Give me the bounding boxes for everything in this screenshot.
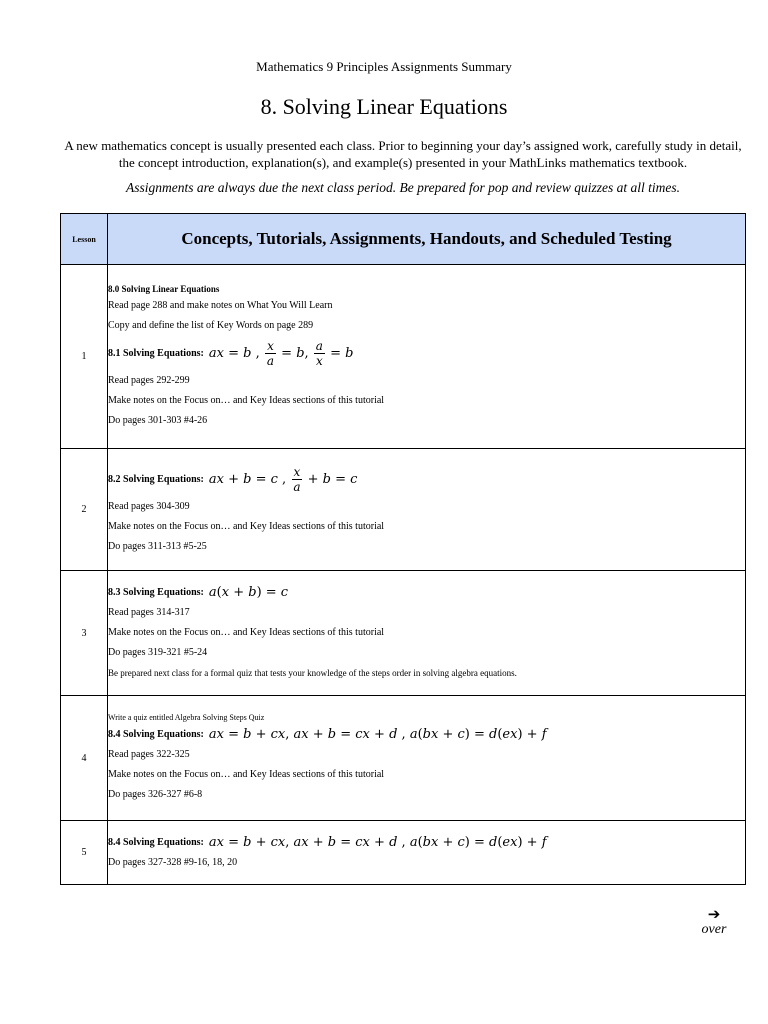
assignment-line: Read pages 304-309 [108, 501, 190, 512]
lesson-content [108, 571, 746, 696]
table-row [61, 449, 746, 571]
lesson-content [108, 821, 746, 885]
table-row [61, 696, 746, 821]
section-label: 8.4 Solving Equations: [108, 836, 204, 848]
lesson-content [108, 696, 746, 821]
lesson-number: 5 [61, 821, 108, 885]
equations: ax = b + cx, ax + b = cx + d , a(bx + c) = d(ex) + f [208, 834, 547, 850]
header-lesson: Lesson [61, 214, 108, 265]
assignment-line: Do pages 319-321 #5-24 [108, 647, 208, 658]
lesson-content [108, 449, 746, 571]
lesson-number: 4 [61, 696, 108, 821]
assignment-line: Do pages 327-328 #9-16, 18, 20 [108, 856, 238, 868]
equations: ax + b = c , $\frac{x}{a}$ + b = c [208, 465, 358, 494]
equations: a(x + b) = c [208, 585, 289, 600]
assignment-line: Make notes on the Focus on… and Key Ideas sections of this tutorial [108, 627, 385, 638]
lesson-content [108, 265, 746, 449]
assignment-line: Read pages 322-325 [108, 749, 190, 760]
equation-line [108, 833, 745, 853]
lesson-number: 3 [61, 571, 108, 696]
assignment-line: Read pages 314-317 [108, 607, 190, 618]
equation-line [108, 336, 745, 371]
assignment-line: Do pages 311-313 #5-25 [108, 541, 207, 552]
intro-paragraph: A new mathematics concept is usually presented each class. Prior to beginning your day’s assigned work, carefully study in detail, the concept introduction, explanation(s), and example(s) presented in your MathLinks mathematics textbook. [64, 138, 742, 170]
header-concepts: Concepts, Tutorials, Assignments, Handouts, and Scheduled Testing [108, 214, 746, 265]
course-subtitle: Mathematics 9 Principles Assignments Summary [256, 59, 512, 74]
assignment-line: Read pages 292-299 [108, 375, 190, 386]
assignment-line: Make notes on the Focus on… and Key Ideas sections of this tutorial [108, 395, 385, 406]
section-label: 8.1 Solving Equations: [108, 347, 204, 359]
due-note: Assignments are always due the next class period. Be prepared for pop and review quizzes at all times. [125, 180, 681, 195]
equation-line [108, 462, 745, 497]
table-row [61, 821, 746, 885]
over-indicator [690, 905, 738, 938]
assignment-line: Make notes on the Focus on… and Key Ideas sections of this tutorial [108, 769, 385, 780]
section-label: 8.3 Solving Equations: [108, 587, 204, 598]
table-header-row [61, 214, 746, 265]
section-heading: 8.0 Solving Linear Equations [108, 284, 220, 294]
table-row [61, 265, 746, 449]
quiz-note: Write a quiz entitled Algebra Solving Steps Quiz [108, 713, 265, 722]
assignment-table [60, 213, 746, 885]
section-label: 8.4 Solving Equations: [108, 729, 204, 740]
lesson-number: 1 [61, 265, 108, 449]
equation-line [108, 583, 745, 603]
over-label: over [701, 922, 727, 937]
lesson-number: 2 [61, 449, 108, 571]
table-row [61, 571, 746, 696]
equations: ax = b + cx, ax + b = cx + d , a(bx + c) = d(ex) + f [208, 727, 547, 742]
assignment-line: Make notes on the Focus on… and Key Ideas sections of this tutorial [108, 521, 385, 532]
section-label: 8.2 Solving Equations: [108, 473, 204, 485]
assignment-line: Read page 288 and make notes on What You Will Learn [108, 300, 333, 311]
equation-line [108, 725, 745, 745]
assignment-line: Copy and define the list of Key Words on page 289 [108, 320, 314, 331]
right-arrow-icon: ➔ [707, 905, 721, 923]
assignment-line: Be prepared next class for a formal quiz that tests your knowledge of the steps order in solving algebra equations. [108, 668, 517, 678]
assignment-line: Do pages 301-303 #4-26 [108, 415, 208, 426]
page-title: 8. Solving Linear Equations [260, 94, 508, 119]
equations: ax = b , $\frac{x}{a}$ = b, $\frac{a}{x}$ = b [208, 339, 354, 368]
assignment-line: Do pages 326-327 #6-8 [108, 789, 203, 800]
